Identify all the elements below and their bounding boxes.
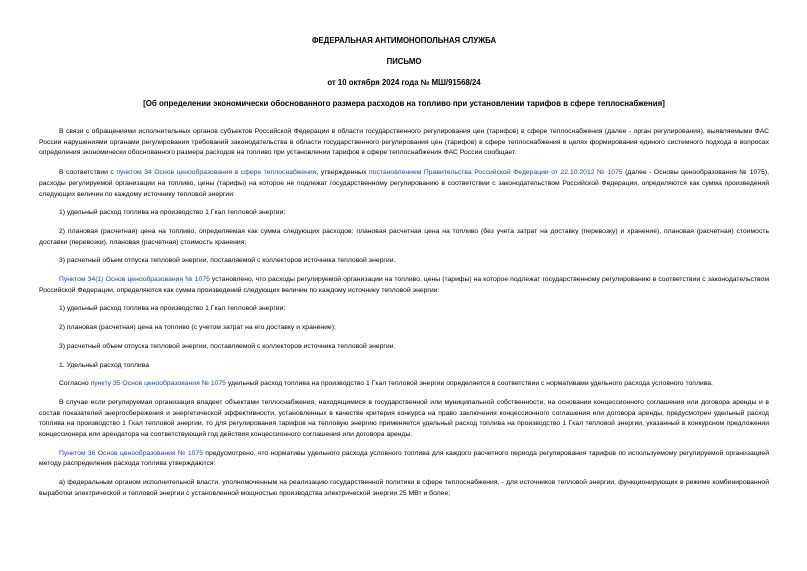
paragraph-text: , утвержденных [316, 169, 369, 177]
list-item: 2) плановая (расчетная) цена на топливо (с учетом затрат на его доставку и хранение); [59, 324, 336, 332]
list-item: а) федеральным органом исполнительной власти, уполномоченным на реализацию государственной политики в сфере теплоснабжения, - для источников тепловой энергии, функционирующих в режиме комбинированной выработки электрической и тепловой энергии с установленной мощностью производства электрической энергии 25 МВт и более; [39, 479, 769, 497]
paragraph-concession: В случае если регулируемая организация владеет объектами теплоснабжения, находящимися в государственной или муниципальной собственности, на основании концессионного соглашения или договора аренды и в состав показателей энергосбережения и энергетической эффективности, установленных в качестве критерия конкурса на право заключения концессионного соглашения или договора аренды, предусмотрен удельный расход топлива на производство 1 Гкал тепловой энергии, то для регулирования тарифов на тепловую энергию применяется удельный расход топлива на производство 1 Гкал тепловой энергии, указанный в конкурсном предложении концессионера или арендатора на соответствующий год действия концессионного соглашения или договора аренды. [39, 398, 769, 439]
document-date-number: от 10 октября 2024 года № МШ/91568/24 [327, 78, 481, 87]
paragraph-text: предусмотрено, что нормативы удельного расхода условного топлива для каждого расчетного периода регулирования тарифов по используемому регулируемой организацией методу распределения расхода топлива утверждаются: [39, 449, 769, 468]
paragraph-text: В соответствии с [59, 169, 117, 177]
paragraph-fuel-costs [39, 168, 769, 200]
paragraph-text: Согласно [59, 380, 91, 388]
paragraph-text: установлено, что расходы регулируемой организации на топливо, цены (тарифы) на которое подлежат государственному регулированию в соответствии с законодательством Российской Федерации, определяются как сумма произведений следующих величин по каждому источнику тепловой энергии: [39, 276, 770, 294]
link-point-36[interactable]: Пунктом 36 Основ ценообразования № 1075 [59, 449, 203, 457]
paragraph-point-34-1 [39, 275, 769, 296]
organization-heading: ФЕДЕРАЛЬНАЯ АНТИМОНОПОЛЬНАЯ СЛУЖБА [311, 36, 497, 45]
paragraph-text: удельный расход топлива на производство 1 Гкал тепловой энергии определяется в соответствии с нормативами удельного расхода условного топлива. [225, 380, 713, 388]
list-item: 3) расчетный объем отпуска тепловой энергии, поставляемой с коллекторов источника тепловой энергии. [59, 342, 396, 350]
list-item: 2) плановая (расчетная) цена на топливо, определяемая как сумма следующих расходов: плановая расчетная цена на топливо (без учета затрат на доставку (перевозку) и хранение), плановая (расчетная) стоимость доставки (перевозки), плановая (расчетная) стоимость хранения; [39, 227, 769, 246]
link-point-34[interactable]: пунктом 34 Основ ценообразования в сфере теплоснабжения [116, 169, 317, 177]
link-point-34-1[interactable]: Пунктом 34(1) Основ ценообразования № 1075 [59, 276, 210, 284]
link-government-decree-1075[interactable]: постановлением Правительства Российской Федерации от 22.10.2012 № 1075 [368, 169, 623, 177]
document-title: [Об определении экономически обоснованного размера расходов на топливо при установлении тарифов в сфере теплоснабжения] [143, 99, 665, 108]
list-item: 3) расчетный объем отпуска тепловой энергии, поставляемой с коллекторов источника тепловой энергии. [59, 257, 396, 265]
link-point-35[interactable]: пункту 35 Основ ценообразования № 1075 [90, 380, 226, 388]
paragraph-intro: В связи с обращениями исполнительных органов субъектов Российской Федерации в области государственного регулирования цен (тарифов) в сфере теплоснабжения (далее - орган регулирования), выявляемыми ФАС России нарушениями органами регулирования требований законодательства в области государственного регулирования цен (тарифов) в сфере теплоснабжения в целях формирования единого системного подхода в вопросах определения экономически обоснованного размера расходов на топливо при установлении тарифов в сфере теплоснабжения ФАС России сообщает. [39, 128, 769, 157]
paragraph-point-35 [39, 379, 769, 390]
section-heading: 1. Удельный расход топлива [59, 361, 150, 369]
list-item: 1) удельный расход топлива на производство 1 Гкал тепловой энергии; [59, 305, 286, 313]
paragraph-point-36 [39, 449, 769, 470]
document-type-heading: ПИСЬМО [386, 57, 422, 66]
paragraph-text: (далее - Основы ценообразования № 1075), расходы регулируемой организации на топливо, цены (тарифы) на которое не подлежат государственному регулированию в соответствии с законодательством Российской Федерации, определяются как сумма произведений следующих величин по каждому источнику тепловой энергии: [39, 169, 770, 198]
list-item: 1) удельный расход топлива на производство 1 Гкал тепловой энергии; [59, 209, 286, 217]
